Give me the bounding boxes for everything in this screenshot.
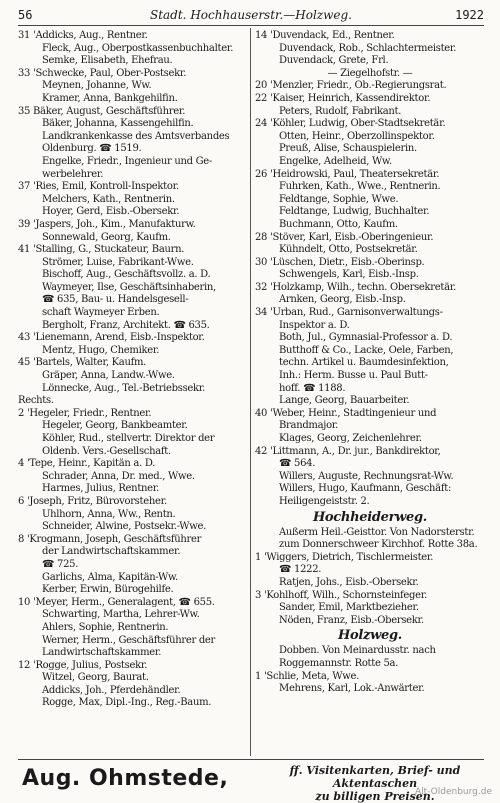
directory-line: Engelke, Adelheid, Ww. xyxy=(279,155,392,167)
directory-line: Uhlhorn, Anna, Ww., Rentn. xyxy=(42,508,176,520)
directory-line: 31 'Addicks, Aug., Rentner. xyxy=(18,30,148,41)
directory-line: 24 'Köhler, Ludwig, Ober-Stadtsekretär. xyxy=(255,118,446,130)
directory-line: Addicks, Joh., Pferdehändler. xyxy=(42,684,181,696)
directory-line: werbelehrer. xyxy=(42,168,104,180)
directory-line: 40 'Weber, Heinr., Stadtingenieur und xyxy=(255,407,437,419)
directory-line: Gräper, Anna, Landw.-Wwe. xyxy=(42,370,175,382)
directory-line: Bischoff, Aug., Geschäftsvollz. a. D. xyxy=(42,269,211,281)
directory-line: 34 'Urban, Rud., Garnisonverwaltungs- xyxy=(255,307,443,319)
directory-line: 1 'Wiggers, Dietrich, Tischlermeister. xyxy=(255,551,434,563)
page-year: 1922 xyxy=(455,8,484,22)
directory-line: Willers, Auguste, Rechnungsrat-Ww. xyxy=(279,470,454,482)
directory-line: 35 Bäker, August, Geschäftsführer. xyxy=(18,105,186,117)
directory-line: Sander, Emil, Marktbezieher. xyxy=(279,602,419,614)
watermark: Alt-Oldenburg.de xyxy=(414,787,492,797)
footer-ad-line-2: zu billigen Preisen. xyxy=(315,790,435,803)
footer-brand: Aug. Ohmstede, xyxy=(22,766,229,791)
footer-rule xyxy=(18,759,484,760)
directory-line: Schwarting, Martha, Lehrer-Ww. xyxy=(42,609,200,621)
directory-line: Fleck, Aug., Oberpostkassenbuchhalter. xyxy=(42,42,234,54)
directory-line: Rogge, Max, Dipl.-Ing., Reg.-Baum. xyxy=(42,697,212,709)
directory-line: Willers, Hugo, Kaufmann, Geschäft: xyxy=(279,483,452,495)
page-title: Stadt. Hochhauserstr.—Holzweg. xyxy=(149,8,352,22)
directory-line: 41 'Stalling, G., Stuckateur, Baurn. xyxy=(18,244,185,256)
directory-line: Garlichs, Alma, Kapitän-Ww. xyxy=(42,571,178,583)
directory-line: Nöden, Franz, Eisb.-Obersekr. xyxy=(279,614,424,626)
directory-line: Bergholt, Franz, Architekt. ☎ 635. xyxy=(42,319,210,331)
header-rule xyxy=(18,25,484,26)
directory-line: Kramer, Anna, Bankgehilfin. xyxy=(42,92,178,104)
directory-line: Preuß, Alise, Schauspielerin. xyxy=(279,143,417,155)
directory-line: 33 'Schwecke, Paul, Ober-Postsekr. xyxy=(18,67,187,79)
directory-line: hoff. ☎ 1188. xyxy=(279,382,346,394)
directory-line: 20 'Menzler, Friedr., Ob.-Regierungsrat. xyxy=(255,80,447,92)
directory-line: Schrader, Anna, Dr. med., Wwe. xyxy=(42,470,195,482)
left-column xyxy=(18,30,248,710)
directory-line: Fuhrken, Kath., Wwe., Rentnerin. xyxy=(279,181,441,193)
directory-line: — Ziegelhofstr. — xyxy=(327,67,413,79)
directory-line: 2 'Hegeler, Friedr., Rentner. xyxy=(18,407,152,419)
directory-line: ☎ 564. xyxy=(279,458,316,470)
directory-line: Semke, Elisabeth, Ehefrau. xyxy=(42,55,173,67)
directory-line: Witzel, Georg, Baurat. xyxy=(42,672,149,684)
directory-line: Bäker, Johanna, Kassengehilfin. xyxy=(42,118,194,130)
directory-line: 45 'Bartels, Walter, Kaufm. xyxy=(18,357,147,369)
directory-line: Roggemannstr. Rotte 5a. xyxy=(279,657,399,669)
directory-line: Melchers, Kath., Rentnerin. xyxy=(42,193,175,205)
directory-line: Duvendack, Grete, Frl. xyxy=(279,55,389,67)
directory-line: zum Donnerschweer Kirchhof. Rotte 38a. xyxy=(279,539,478,551)
page-number: 56 xyxy=(18,8,33,22)
directory-line: 32 'Holzkamp, Wilh., techn. Obersekretär. xyxy=(255,281,457,293)
directory-line: Schneider, Alwine, Postsekr.-Wwe. xyxy=(42,521,207,533)
directory-line: Otten, Heinr., Oberzollinspektor. xyxy=(279,130,435,142)
directory-line: Inh.: Herm. Busse u. Paul Butt- xyxy=(279,370,428,382)
directory-line: 39 'Jaspers, Joh., Kim., Manufakturw. xyxy=(18,218,196,230)
directory-line: 14 'Duvendack, Ed., Rentner. xyxy=(255,30,395,41)
directory-line: 1 'Schlie, Meta, Wwe. xyxy=(255,670,359,682)
directory-line: Kühndelt, Otto, Postsekretär. xyxy=(279,244,418,256)
directory-line: 6 'Joseph, Fritz, Bürovorsteher. xyxy=(18,495,167,507)
directory-line: ☎ 725. xyxy=(42,558,79,570)
directory-line: Landwirtschaftskammer. xyxy=(42,647,162,659)
directory-line: 10 'Meyer, Herm., Generalagent, ☎ 655. xyxy=(18,596,215,608)
directory-line: Lange, Georg, Bauarbeiter. xyxy=(279,395,410,407)
directory-line: Mentz, Hugo, Chemiker. xyxy=(42,344,160,356)
directory-line: Inspektor a. D. xyxy=(279,319,350,331)
directory-line: Meynen, Johanne, Ww. xyxy=(42,80,152,92)
directory-line: Dobben. Von Meinardusstr. nach xyxy=(279,645,436,657)
directory-line: Werner, Herm., Geschäftsführer der xyxy=(42,634,216,646)
directory-line: 4 'Tepe, Heinr., Kapitän a. D. xyxy=(18,458,156,470)
directory-line: ☎ 1222. xyxy=(279,564,322,576)
directory-line: Duvendack, Rob., Schlachtermeister. xyxy=(279,42,457,54)
directory-line: Ahlers, Sophie, Rentnerin. xyxy=(42,621,169,633)
page-header xyxy=(18,7,484,23)
directory-line: ☎ 635, Bau- u. Handelsgesell- xyxy=(42,294,189,306)
directory-line: Mehrens, Karl, Lok.-Anwärter. xyxy=(279,683,425,695)
directory-line: 26 'Heidrowski, Paul, Theatersekretär. xyxy=(255,168,440,180)
directory-line: Außerm Heil.-Geisttor. Von Nadorsterstr. xyxy=(279,526,475,538)
directory-line: techn. Artikel u. Baumdesinfektion, xyxy=(279,357,449,369)
column-divider xyxy=(250,28,251,756)
footer-ad-text xyxy=(260,764,490,803)
directory-line: 43 'Lienemann, Arend, Eisb.-Inspektor. xyxy=(18,332,205,344)
directory-line: Peters, Rudolf, Fabrikant. xyxy=(279,105,402,117)
directory-line: Landkrankenkasse des Amtsverbandes xyxy=(42,130,230,142)
directory-line: Heiligengeiststr. 2. xyxy=(279,495,370,507)
directory-line: Feldtange, Sophie, Wwe. xyxy=(279,193,399,205)
directory-line: 12 'Rogge, Julius, Postsekr. xyxy=(18,659,148,671)
directory-line: Butthoff & Co., Lacke, Oele, Farben, xyxy=(279,344,454,356)
directory-line: 28 'Stöver, Karl, Eisb.-Oberingenieur. xyxy=(255,231,434,243)
directory-line: Holzweg. xyxy=(338,628,402,644)
directory-line: 3 'Kohlhoff, Wilh., Schornsteinfeger. xyxy=(255,589,428,601)
directory-line: Lönnecke, Aug., Tel.-Betriebssekr. xyxy=(42,382,206,394)
directory-line: 37 'Ries, Emil, Kontroll-Inspektor. xyxy=(18,181,179,193)
directory-line: Buchmann, Otto, Kaufm. xyxy=(279,218,398,230)
directory-line: Hochheiderweg. xyxy=(312,509,428,525)
directory-line: der Landwirtschaftskammer. xyxy=(42,546,181,558)
directory-line: Waymeyer, Ilse, Geschäftsinhaberin, xyxy=(42,281,216,293)
directory-line: Harmes, Julius, Rentner. xyxy=(42,483,160,495)
directory-line: Engelke, Friedr., Ingenieur und Ge- xyxy=(42,155,212,167)
directory-line: Oldenburg. ☎ 1519. xyxy=(42,143,142,155)
directory-line: Sonnewald, Georg, Kaufm. xyxy=(42,231,171,243)
directory-line: Feldtange, Ludwig, Buchhalter. xyxy=(279,206,430,218)
directory-line: Brandmajor. xyxy=(279,420,339,432)
directory-line: schaft Waymeyer Erben. xyxy=(42,307,160,319)
directory-line: Hoyer, Gerd, Eisb.-Obersekr. xyxy=(42,206,180,218)
directory-line: 8 'Krogmann, Joseph, Geschäftsführer xyxy=(18,533,202,545)
directory-line: Schwengels, Karl, Eisb.-Insp. xyxy=(279,269,419,281)
directory-line: Arnken, Georg, Eisb.-Insp. xyxy=(279,294,406,306)
directory-line: Klages, Georg, Zeichenlehrer. xyxy=(279,433,422,444)
directory-line: Hegeler, Georg, Bankbeamter. xyxy=(42,420,188,432)
directory-line: Both, Jul., Gymnasial-Professor a. D. xyxy=(279,332,453,344)
directory-line: 42 'Littmann, A., Dr. jur., Bankdirektor, xyxy=(255,445,441,457)
directory-line: Rechts. xyxy=(18,395,54,407)
directory-line: Strömer, Luise, Fabrikant-Wwe. xyxy=(42,256,194,268)
directory-line: Ratjen, Johs., Eisb.-Obersekr. xyxy=(279,576,419,588)
directory-line: Oldenb. Vers.-Gesellschaft. xyxy=(42,445,171,457)
footer-ad-line-1: ff. Visitenkarten, Brief- und Aktentaschen xyxy=(289,764,461,790)
directory-line: Köhler, Rud., stellvertr. Direktor der xyxy=(42,433,215,444)
right-column xyxy=(255,30,485,696)
directory-line: Kerber, Erwin, Bürogehilfe. xyxy=(42,584,174,596)
directory-line: 30 'Lüschen, Dietr., Eisb.-Oberinsp. xyxy=(255,256,425,268)
directory-line: 22 'Kaiser, Heinrich, Kassendirektor. xyxy=(255,92,431,104)
